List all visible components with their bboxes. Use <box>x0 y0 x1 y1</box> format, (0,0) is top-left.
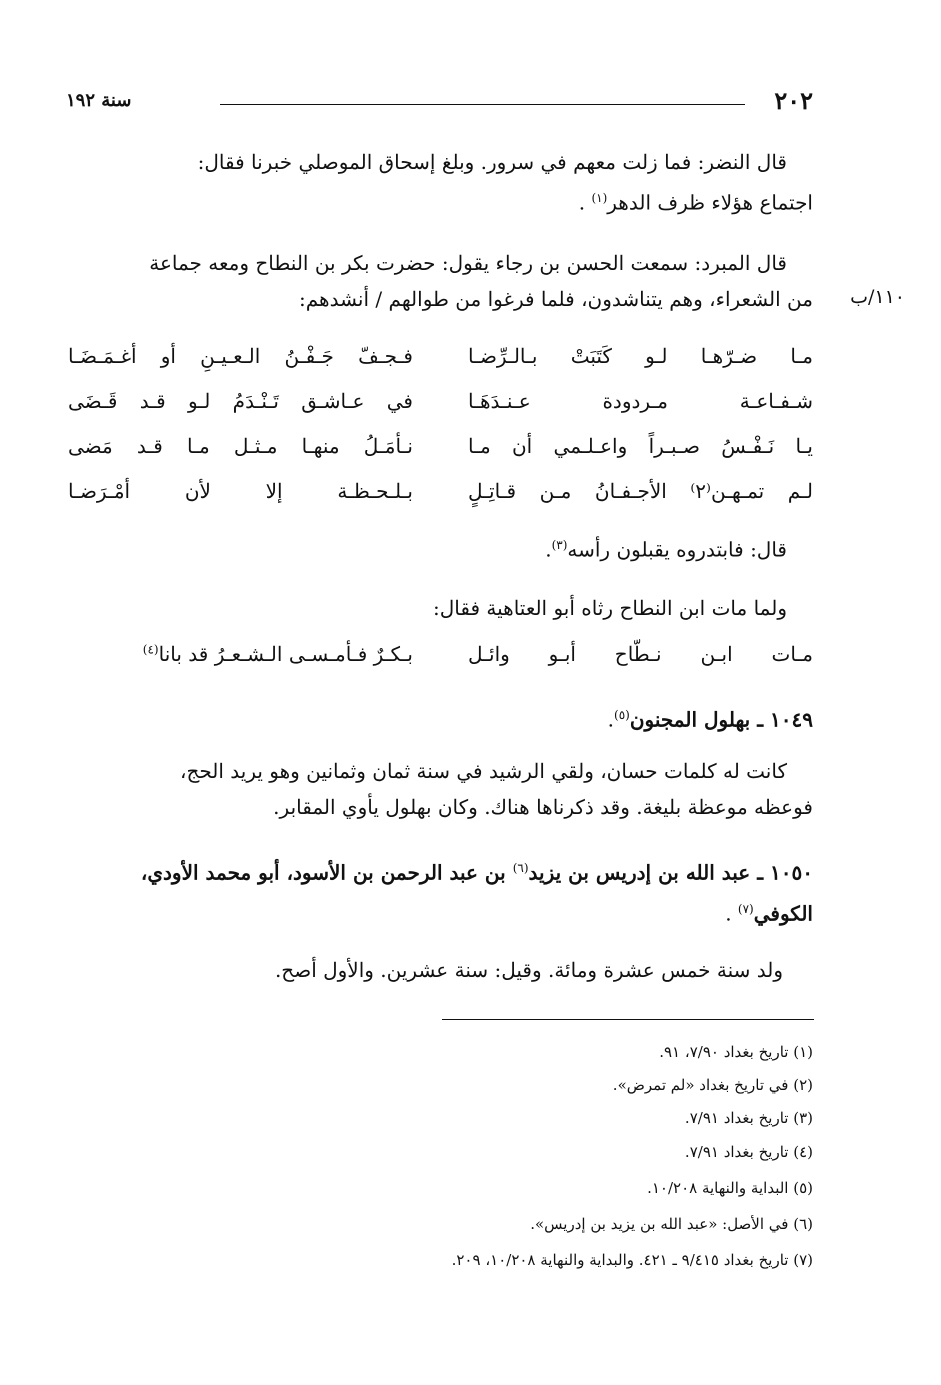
footnote-ref: (٦) <box>512 861 529 875</box>
verse-first-hemistich: يـا نَـفْـسُ صـبـراً واعـلـمي أن مـا <box>468 434 813 458</box>
paragraph-mubarrad <box>53 245 813 317</box>
paragraph-line: قال النضر: فما زلت معهم في سرور. وبلغ إسحاق الموصلي خبرنا فقال: <box>197 150 787 174</box>
verse-second-hemistich: نـأمَـلُ منهـا مـثـل مـا قـد مَضى <box>68 434 413 458</box>
page-number: ٢٠٢ <box>774 86 813 115</box>
entry-title: الكوفي <box>753 901 813 926</box>
paragraph-line: كانت له كلمات حسان، ولقي الرشيد في سنة ثمان وثمانين وهو يريد الحج، <box>179 759 787 783</box>
verse-first-hemistich: شـفـاعـة مـردودة عـنـدَهَـا <box>468 389 813 413</box>
verse-first-hemistich: مـات ابـن نـطّاح أبـو وائـل <box>468 642 813 666</box>
footnote-ref: (٥) <box>614 708 630 722</box>
paragraph-line: قال المبرد: سمعت الحسن بن رجاء يقول: حضرت بكر بن النطاح ومعه جماعة <box>149 251 787 275</box>
paragraph-line: ولما مات ابن النطاح رثاه أبو العتاهية فقال: <box>432 596 787 620</box>
poem-verse <box>68 389 813 427</box>
footnote-ref: (٣) <box>551 538 568 552</box>
verse-second-hemistich: بـلـحـظـة إلا لأن أمْـرَضـا <box>68 479 413 503</box>
elegy-verse <box>68 642 813 680</box>
paragraph-birth <box>83 952 783 988</box>
paragraph-bahlul <box>53 753 813 825</box>
running-header-year: سنة ١٩٢ <box>66 90 132 111</box>
footnote: (٦) في الأصل: «عبد الله بن يزيد بن إدريس». <box>530 1215 813 1233</box>
hemistich-text: بـكـرٌ فـأمـسـى الـشـعـرُ قد بانا <box>158 642 413 666</box>
verse-second-hemistich: فـجـفّ جَـفْـنُ الـعـيـنِ أو أغـمَـضَـا <box>68 344 413 368</box>
footnote: (٧) تاريخ بغداد ٩/٤١٥ ـ ٤٢١. والبداية والنهاية ١٠/٢٠٨، ٢٠٩. <box>451 1251 813 1269</box>
header-rule <box>220 104 745 105</box>
poem-verse <box>68 344 813 382</box>
paragraph-line: من الشعراء، وهم يتناشدون، فلما فرغوا من طوالهم / أنشدهم: <box>299 287 813 311</box>
footnote: (٤) تاريخ بغداد ٧/٩١. <box>684 1143 813 1161</box>
manuscript-folio-marker: ١١٠/ب <box>850 286 905 308</box>
entry-heading-1050: ١٠٥٠ ـ عبد الله بن إدريس بن يزيد$^{(٦)}$ بن عبد الرحمن بن الأسود، أبو محمد الأودي، الكوفي$^{(٧)}$ . <box>140 860 813 926</box>
footnote: (٥) البداية والنهاية ١٠/٢٠٨. <box>647 1179 813 1197</box>
poem-verse <box>68 434 813 472</box>
footnote-ref: (١) <box>591 191 608 205</box>
footnote: (٣) تاريخ بغداد ٧/٩١. <box>684 1109 813 1127</box>
verse-first-hemistich: لـم تمـهـن⁽٢⁾ الأجـفـانُ مـن قـاتِـلٍ <box>468 479 814 503</box>
paragraph-kissing: قال: فابتدروه يقبلون رأسه$^{(٣)}$. <box>545 537 787 562</box>
verse-second-hemistich <box>68 642 413 666</box>
paragraph-nadr <box>53 144 813 221</box>
verse-first-hemistich: مـا ضـرّهـا لـو كَتَبَتْ بـالـرِّضـا <box>468 344 813 368</box>
footnote: (١) تاريخ بغداد ٧/٩٠، ٩١. <box>659 1043 813 1061</box>
footnote-rule <box>442 1019 814 1020</box>
paragraph-line: ولد سنة خمس عشرة ومائة. وقيل: سنة عشرين. والأول أصح. <box>274 958 783 982</box>
punctuation: . <box>578 190 586 215</box>
paragraph-line: فوعظه موعظة بليغة. وقد ذكرناها هناك. وكان بهلول يأوي المقابر. <box>273 795 813 819</box>
poem-verse <box>68 479 813 517</box>
footnote: (٢) في تاريخ بغداد «لم تمرض». <box>612 1076 813 1094</box>
paragraph-line: اجتماع هؤلاء ظرف الدهر <box>607 190 813 215</box>
verse-second-hemistich: في عـاشـق تَـنْـدَمُ لـو قـد قَـضَى <box>68 389 413 413</box>
footnote-ref: (٤) <box>142 642 159 657</box>
entry-title: ١٠٥٠ ـ عبد الله بن إدريس بن يزيد <box>528 860 813 885</box>
footnote-ref: (٧) <box>737 901 754 916</box>
paragraph-elegy-intro <box>53 590 813 626</box>
entry-heading-1049: ١٠٤٩ ـ بهلول المجنون$^{(٥)}$. <box>607 707 813 732</box>
entry-title: بن عبد الرحمن بن الأسود، أبو محمد الأودي، <box>140 860 506 885</box>
entry-title: ١٠٤٩ ـ بهلول المجنون <box>629 707 813 732</box>
paragraph-line: قال: فابتدروه يقبلون رأسه <box>567 537 787 562</box>
